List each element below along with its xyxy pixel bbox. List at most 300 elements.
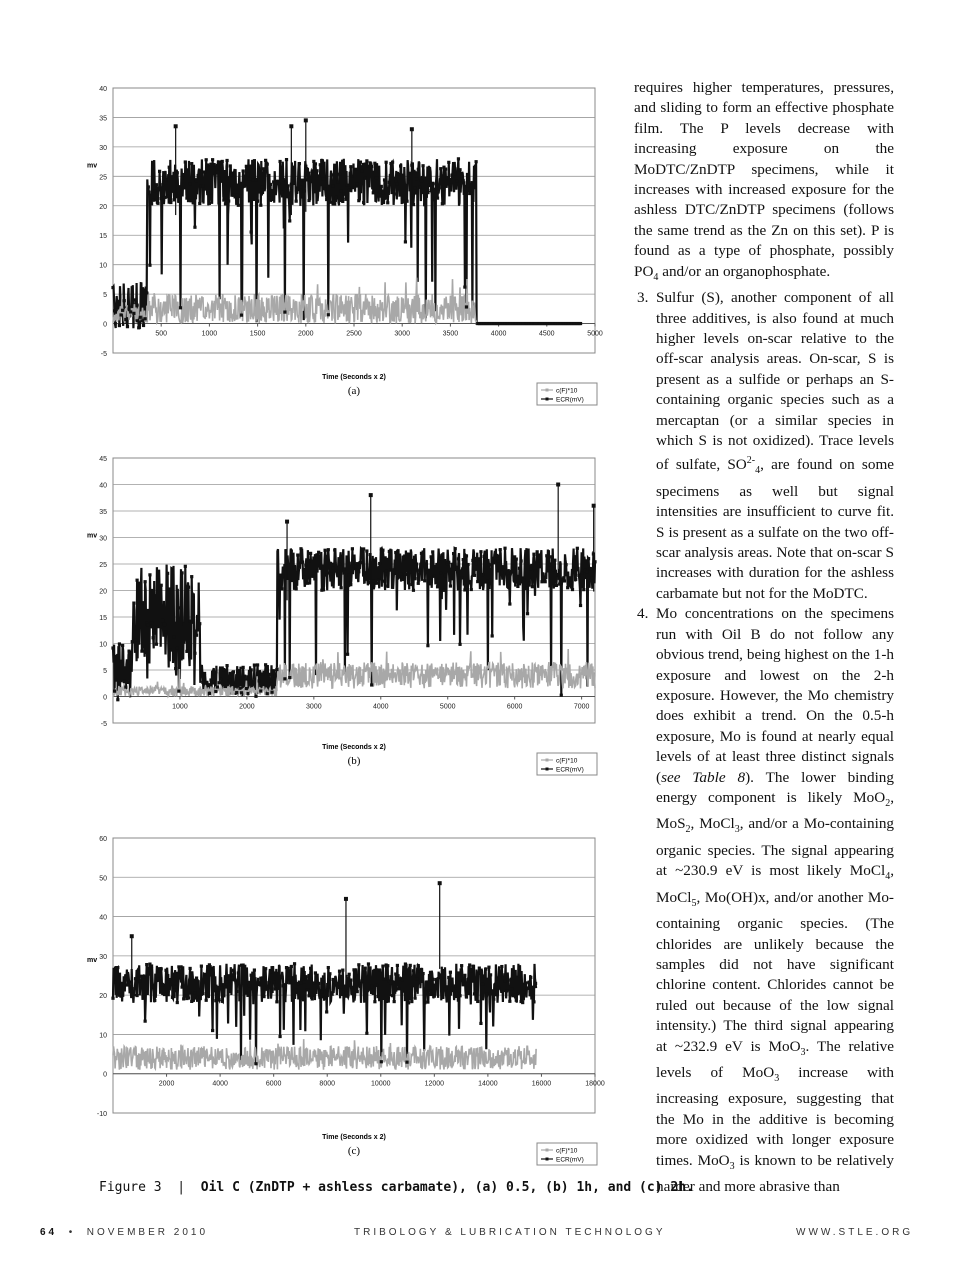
y-tick-label: 50 (99, 875, 107, 883)
ecr-marker (187, 996, 190, 999)
ecr-marker (529, 567, 532, 570)
ecr-marker (370, 683, 373, 686)
ecr-peak-marker (369, 493, 373, 497)
ecr-marker (431, 182, 434, 185)
ecr-marker (330, 991, 333, 994)
ecr-marker (466, 992, 469, 995)
x-tick-label: 1000 (172, 703, 188, 711)
ecr-marker (259, 689, 262, 692)
ecr-marker (473, 178, 476, 181)
ecr-marker (282, 574, 285, 577)
ecr-marker (487, 966, 490, 969)
ecr-marker (479, 1022, 482, 1025)
ecr-marker (389, 981, 392, 984)
ecr-marker (399, 572, 402, 575)
ecr-marker (290, 965, 293, 968)
legend-marker (546, 1149, 549, 1152)
y-tick-label: 5 (103, 668, 107, 675)
ecr-marker (404, 240, 407, 243)
ecr-marker (168, 980, 171, 983)
ecr-marker (378, 968, 381, 971)
subscript: 3 (800, 1046, 806, 1058)
x-tick-label: 16000 (531, 1080, 552, 1088)
ecr-marker (519, 559, 522, 562)
ecr-marker (340, 586, 343, 589)
ecr-marker (171, 572, 174, 575)
ecr-marker (150, 621, 153, 624)
issue-date: NOVEMBER 2010 (86, 1227, 209, 1238)
ecr-marker (189, 967, 192, 970)
ecr-marker (224, 202, 227, 205)
ecr-marker (352, 186, 355, 189)
ecr-marker (153, 999, 156, 1002)
ecr-marker (388, 181, 391, 184)
ecr-marker (528, 581, 531, 584)
ecr-marker (386, 585, 389, 588)
ecr-marker (179, 970, 182, 973)
ecr-marker (483, 974, 486, 977)
x-tick-label: 6000 (506, 703, 523, 711)
ecr-marker (309, 552, 312, 555)
ecr-marker (367, 962, 370, 965)
mo-text-f: , MoCl (656, 862, 894, 906)
website-url[interactable]: WWW.STLE.ORG (796, 1227, 914, 1238)
ecr-marker (434, 567, 437, 570)
ecr-marker (378, 191, 381, 194)
ecr-marker (304, 564, 307, 567)
ecr-marker (397, 173, 400, 176)
ecr-marker (351, 547, 354, 550)
ecr-marker (270, 189, 273, 192)
ecr-marker (431, 978, 434, 981)
ecr-marker (465, 995, 468, 998)
ecr-marker (195, 179, 198, 182)
ecr-marker (180, 986, 183, 989)
ecr-marker (121, 988, 124, 991)
mo-text-b: ). The lower binding energy component is likely MoO (656, 768, 894, 806)
ecr-marker (332, 184, 335, 187)
ecr-marker (397, 987, 400, 990)
ecr-marker (458, 643, 461, 646)
ecr-marker (357, 963, 360, 966)
footer-dot: • (68, 1227, 76, 1238)
ecr-marker (393, 192, 396, 195)
mo-text-g: , Mo(OH)x, and/or another Mo-containing organic species. (The chlorides are unlikely because the samples did not have significant chlorine content. Chlorides cannot be ruled out because of the low signal intensity.) The third signal appearing at ~232.9 eV is MoO (656, 888, 894, 1055)
ecr-marker (156, 978, 159, 981)
ecr-marker (129, 665, 132, 668)
ecr-marker (354, 565, 357, 568)
ecr-marker (119, 313, 122, 316)
ecr-marker (155, 643, 158, 646)
legend-label: c(F)*10 (556, 757, 578, 765)
subscript: 3 (729, 1160, 735, 1172)
ecr-marker (156, 579, 159, 582)
ecr-marker (262, 671, 265, 674)
ecr-marker (211, 681, 214, 684)
intro-paragraph (634, 78, 894, 288)
chart-c-svg (60, 830, 620, 1175)
ecr-marker (494, 559, 497, 562)
ecr-marker (340, 189, 343, 192)
ecr-marker (499, 548, 502, 551)
ecr-marker (499, 973, 502, 976)
ecr-marker (288, 676, 291, 679)
ecr-marker (208, 202, 211, 205)
ecr-marker (274, 674, 277, 677)
ecr-marker (309, 176, 312, 179)
ecr-marker (372, 992, 375, 995)
ecr-marker (447, 561, 450, 564)
ecr-marker (185, 650, 188, 653)
ecr-marker (253, 968, 256, 971)
ecr-marker (116, 966, 119, 969)
ecr-marker (150, 202, 153, 205)
ecr-marker (327, 313, 330, 316)
ecr-marker (521, 1001, 524, 1004)
ecr-marker (497, 560, 500, 563)
ecr-marker (457, 557, 460, 560)
ecr-marker (184, 565, 187, 568)
ecr-marker (171, 175, 174, 178)
ecr-marker (415, 177, 418, 180)
ecr-marker (438, 186, 441, 189)
ecr-marker (332, 978, 335, 981)
ecr-marker (192, 201, 195, 204)
ecr-marker (383, 580, 386, 583)
ecr-marker (359, 561, 362, 564)
ecr-marker (306, 582, 309, 585)
x-tick-label: 12000 (424, 1080, 445, 1088)
ecr-marker (238, 195, 241, 198)
ecr-marker (301, 179, 304, 182)
ecr-marker (431, 550, 434, 553)
ecr-marker (176, 647, 179, 650)
ecr-marker (172, 635, 175, 638)
ecr-marker (195, 634, 198, 637)
ecr-marker (164, 179, 167, 182)
ecr-marker (124, 685, 127, 688)
ecr-marker (338, 173, 341, 176)
ecr-marker (423, 203, 426, 206)
ecr-marker (463, 588, 466, 591)
ecr-marker (536, 550, 539, 553)
ecr-marker (158, 588, 161, 591)
ecr-marker (421, 972, 424, 975)
ecr-marker (243, 185, 246, 188)
legend-label: c(F)*10 (556, 387, 578, 395)
ecr-marker (148, 573, 151, 576)
ecr-marker (304, 975, 307, 978)
ecr-marker (370, 165, 373, 168)
ecr-marker (182, 173, 185, 176)
ecr-marker (508, 602, 511, 605)
sulfur-text-a: Sulfur (S), another component of all three additives, is also found at much higher levels on-scar relative to the off-scar analysis areas. On-scar, S is present as a sulfide or perhaps an S-containing organic species such as a mercaptan (or a similar species in which S is not oxidized). Trace levels of sulfate, SO (656, 289, 894, 474)
ecr-marker (450, 563, 453, 566)
ecr-marker (420, 179, 423, 182)
chart-a-svg (60, 80, 620, 410)
ecr-marker (245, 165, 248, 168)
ecr-marker (217, 681, 220, 684)
ecr-marker (454, 547, 457, 550)
ecr-marker (134, 977, 137, 980)
ecr-marker (131, 640, 134, 643)
x-tick-label: 2500 (346, 330, 362, 338)
legend-marker (546, 768, 549, 771)
ecr-marker (356, 562, 359, 565)
y-tick-label: 35 (99, 115, 107, 123)
ecr-marker (209, 967, 212, 970)
ecr-marker (277, 987, 280, 990)
ecr-marker (385, 570, 388, 573)
ecr-marker (322, 975, 325, 978)
ecr-marker (216, 170, 219, 173)
ecr-marker (144, 317, 147, 320)
ecr-marker (116, 698, 119, 701)
ecr-marker (367, 581, 370, 584)
ecr-marker (375, 582, 378, 585)
ecr-marker (232, 969, 235, 972)
ecr-marker (590, 576, 593, 579)
ecr-marker (147, 185, 150, 188)
ecr-marker (153, 189, 156, 192)
ecr-marker (470, 969, 473, 972)
ecr-marker (299, 547, 302, 550)
ecr-marker (124, 975, 127, 978)
legend-marker (546, 398, 549, 401)
ecr-marker (293, 962, 296, 965)
y-tick-label: 35 (99, 509, 107, 516)
ecr-marker (209, 195, 212, 198)
ecr-marker (319, 567, 322, 570)
ecr-marker (449, 184, 452, 187)
ecr-marker (219, 677, 222, 680)
ecr-marker (479, 550, 482, 553)
ecr-marker (293, 566, 296, 569)
ecr-marker (486, 580, 489, 583)
ecr-marker (442, 589, 445, 592)
ecr-marker (235, 990, 238, 993)
ecr-marker (115, 308, 118, 311)
ecr-marker (282, 984, 285, 987)
ecr-marker (394, 972, 397, 975)
list-number: 3. (637, 289, 649, 307)
ecr-marker (330, 573, 333, 576)
ecr-marker (237, 971, 240, 974)
ecr-marker (364, 177, 367, 180)
ecr-marker (254, 1062, 257, 1065)
y-tick-label: -5 (100, 351, 107, 358)
ecr-marker (169, 648, 172, 651)
ecr-marker (503, 980, 506, 983)
ecr-marker (240, 691, 243, 694)
ecr-marker (532, 553, 535, 556)
ecr-marker (187, 199, 190, 202)
ecr-marker (295, 200, 298, 203)
ecr-marker (142, 975, 145, 978)
ecr-marker (364, 967, 367, 970)
ecr-marker (495, 554, 498, 557)
ecr-marker (290, 549, 293, 552)
ecr-marker (495, 977, 498, 980)
ecr-marker (166, 195, 169, 198)
ecr-marker (362, 970, 365, 973)
ecr-marker (462, 979, 465, 982)
ecr-marker (438, 558, 441, 561)
ecr-marker (272, 180, 275, 183)
ecr-marker (516, 992, 519, 995)
ecr-marker (340, 985, 343, 988)
ecr-marker (364, 571, 367, 574)
ecr-marker (267, 981, 270, 984)
ecr-marker (475, 160, 478, 163)
ecr-marker (246, 692, 249, 695)
ecr-marker (526, 987, 529, 990)
ecr-marker (380, 1060, 383, 1063)
ecr-marker (262, 167, 265, 170)
ecr-marker (288, 219, 291, 222)
ecr-marker (161, 984, 164, 987)
subscript: 2 (685, 824, 691, 836)
ecr-marker (569, 581, 572, 584)
ecr-marker (206, 683, 209, 686)
ecr-marker (232, 670, 235, 673)
ecr-marker (378, 562, 381, 565)
mo-text-e: , and/or a Mo-containing organic species. The signal appearing at ~230.9 eV is most likely MoCl (656, 815, 895, 880)
ecr-marker (441, 553, 444, 556)
ecr-marker (126, 325, 129, 328)
ecr-marker (124, 318, 127, 321)
ecr-marker (344, 992, 347, 995)
ecr-marker (270, 691, 273, 694)
ecr-marker (269, 971, 272, 974)
ecr-marker (349, 978, 352, 981)
ecr-marker (198, 202, 201, 205)
ecr-marker (201, 184, 204, 187)
ecr-marker (343, 193, 346, 196)
table-reference-link[interactable]: see Table 8 (661, 768, 746, 786)
ecr-marker (545, 554, 548, 557)
ecr-marker (447, 161, 450, 164)
ecr-marker (412, 589, 415, 592)
ecr-marker (134, 639, 137, 642)
ecr-marker (169, 201, 172, 204)
ecr-marker (248, 681, 251, 684)
ecr-marker (418, 569, 421, 572)
caption-separator: | (177, 1180, 186, 1195)
ecr-marker (500, 571, 503, 574)
ecr-marker (348, 573, 351, 576)
ecr-marker (454, 984, 457, 987)
legend-label: ECR(mV) (556, 766, 584, 774)
ecr-marker (180, 571, 183, 574)
ecr-marker (338, 970, 341, 973)
ecr-marker (386, 964, 389, 967)
ecr-marker (484, 552, 487, 555)
y-tick-label: 0 (103, 694, 107, 702)
ecr-marker (354, 168, 357, 171)
ecr-marker (168, 587, 171, 590)
ecr-marker (330, 173, 333, 176)
ecr-marker (373, 558, 376, 561)
ecr-marker (439, 571, 442, 574)
ecr-marker (134, 298, 137, 301)
ecr-marker (417, 168, 420, 171)
ecr-marker (275, 1000, 278, 1003)
ecr-marker (401, 174, 404, 177)
ecr-marker (455, 566, 458, 569)
ecr-marker (513, 993, 516, 996)
list-item-molybdenum (634, 604, 894, 1197)
ecr-marker (208, 963, 211, 966)
ecr-marker (259, 204, 262, 207)
ecr-marker (322, 588, 325, 591)
ecr-marker (458, 168, 461, 171)
subscript: 2 (885, 797, 891, 809)
ecr-marker (283, 310, 286, 313)
ecr-marker (118, 994, 121, 997)
ecr-marker (171, 996, 174, 999)
ecr-peak-marker (289, 124, 293, 128)
ecr-marker (579, 322, 582, 325)
ecr-marker (209, 678, 212, 681)
ecr-marker (581, 571, 584, 574)
ecr-marker (269, 183, 272, 186)
ecr-marker (166, 572, 169, 575)
ecr-marker (217, 998, 220, 1001)
panel-label: (a) (347, 385, 361, 397)
ecr-marker (245, 687, 248, 690)
ecr-marker (132, 312, 135, 315)
ecr-marker (131, 297, 134, 300)
ecr-marker (230, 173, 233, 176)
mo-text-h: . The relative levels of MoO (656, 1037, 894, 1081)
ecr-marker (336, 573, 339, 576)
ecr-marker (518, 567, 521, 570)
ecr-marker (230, 973, 233, 976)
ecr-marker (404, 962, 407, 965)
ecr-marker (298, 564, 301, 567)
x-tick-label: 500 (155, 330, 168, 338)
ecr-marker (163, 196, 166, 199)
y-tick-label: 10 (99, 1032, 107, 1040)
ecr-marker (475, 562, 478, 565)
y-axis-label: mv (87, 532, 98, 540)
ecr-marker (500, 965, 503, 968)
ecr-marker (225, 980, 228, 983)
ecr-marker (225, 159, 228, 162)
ecr-marker (269, 679, 272, 682)
ecr-marker (262, 995, 265, 998)
ecr-marker (444, 574, 447, 577)
mo-text-c: , MoS (656, 788, 894, 833)
ecr-marker (250, 230, 253, 233)
ecr-marker (225, 664, 228, 667)
ecr-marker (200, 965, 203, 968)
ecr-marker (238, 687, 241, 690)
ecr-marker (402, 972, 405, 975)
ecr-marker (266, 984, 269, 987)
ecr-marker (503, 547, 506, 550)
ecr-peak-marker (285, 520, 289, 524)
ecr-peak-marker (438, 881, 442, 885)
ecr-marker (267, 194, 270, 197)
ecr-marker (375, 984, 378, 987)
ecr-marker (362, 201, 365, 204)
ecr-marker (253, 159, 256, 162)
ecr-marker (515, 999, 518, 1002)
ecr-marker (473, 574, 476, 577)
ecr-marker (349, 165, 352, 168)
